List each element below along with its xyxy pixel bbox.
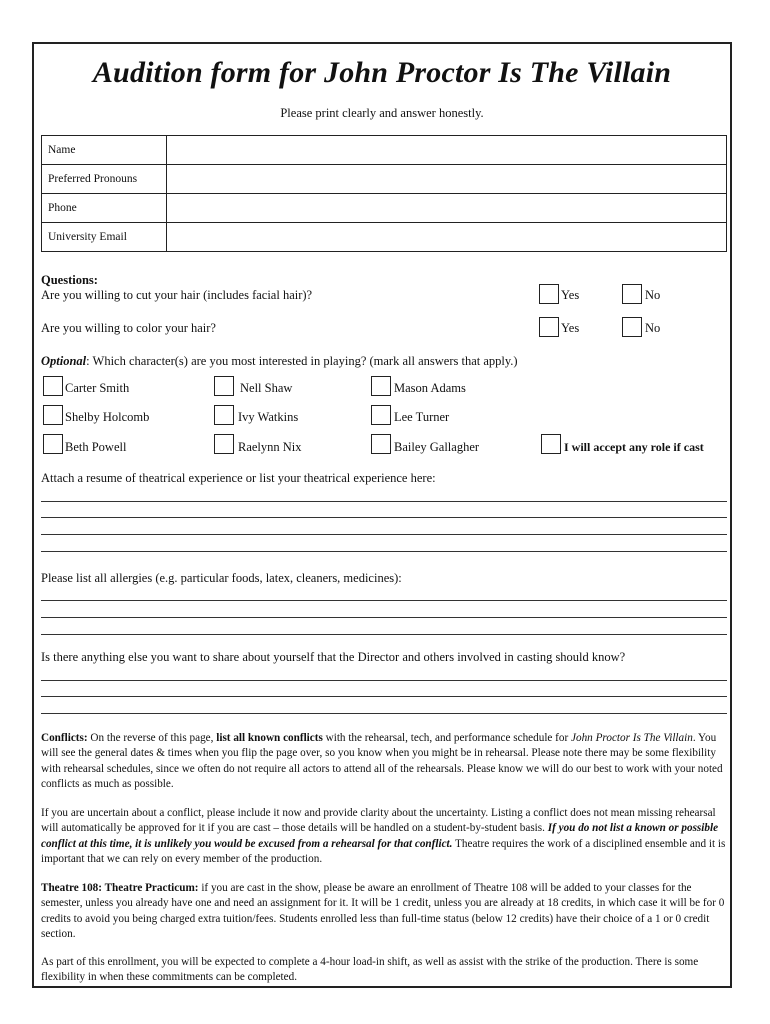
cut-hair-no-label: No	[645, 288, 661, 302]
email-field[interactable]	[167, 223, 727, 252]
character-checkbox-beth[interactable]	[43, 434, 63, 454]
cut-hair-yes-checkbox[interactable]	[539, 284, 559, 304]
color-hair-yes-label: Yes	[561, 321, 580, 335]
color-hair-no-checkbox[interactable]	[622, 317, 642, 337]
share-prompt: Is there anything else you want to share about yourself that the Director and others involved in casting should know?	[41, 650, 626, 664]
character-label: Beth Powell	[65, 440, 127, 454]
optional-text: : Which character(s) are you most interested in playing? (mark all answers that apply.)	[86, 354, 518, 368]
character-checkbox-mason[interactable]	[371, 376, 391, 396]
table-row	[42, 165, 727, 194]
character-checkbox-raelynn[interactable]	[214, 434, 234, 454]
any-role-checkbox[interactable]	[541, 434, 561, 454]
character-label: Raelynn Nix	[238, 440, 302, 454]
color-hair-no-label: No	[645, 321, 661, 335]
character-checkbox-carter[interactable]	[43, 376, 63, 396]
question-cut-hair: Are you willing to cut your hair (includes facial hair)?	[41, 288, 313, 302]
character-label: Bailey Gallagher	[394, 440, 480, 454]
character-label: Nell Shaw	[240, 381, 293, 395]
form-title: Audition form for John Proctor Is The Villain	[92, 56, 672, 89]
color-hair-yes-checkbox[interactable]	[539, 317, 559, 337]
resume-line[interactable]	[41, 534, 727, 535]
show-title: John Proctor Is The Villain	[571, 732, 693, 744]
practicum-label: Theatre 108: Theatre Practicum:	[41, 882, 199, 894]
character-checkbox-bailey[interactable]	[371, 434, 391, 454]
character-checkbox-lee[interactable]	[371, 405, 391, 425]
uncertain-text: If you are uncertain about a conflict, please include it now and provide clarity about the uncertainty. Listing a conflict does not mean missing rehearsal will automatically be approved for it if you are cast – those details will be handled on a student-by-student basis.	[41, 807, 716, 835]
character-label: Ivy Watkins	[238, 410, 299, 424]
resume-line[interactable]	[41, 551, 727, 552]
conflicts-text: with the rehearsal, tech, and performance schedule for	[322, 732, 572, 744]
uncertain-text: Theatre requires the work of a disciplined ensemble and it is important that we can rely on every member of the production.	[41, 837, 726, 866]
info-table	[41, 135, 727, 252]
table-row	[42, 194, 727, 223]
cut-hair-no-checkbox[interactable]	[622, 284, 642, 304]
name-field[interactable]	[167, 136, 727, 165]
resume-line[interactable]	[41, 501, 727, 502]
character-checkbox-ivy[interactable]	[214, 405, 234, 425]
resume-prompt: Attach a resume of theatrical experience or list your theatrical experience here:	[41, 471, 436, 485]
uncertain-paragraph	[41, 806, 729, 868]
uncertain-emphasis: If you do not list a known or possible conflict at this time, it is unlikely you would be excused from a rehearsal for that conflict.	[41, 822, 719, 850]
form-subtitle: Please print clearly and answer honestly.	[280, 106, 484, 120]
question-color-hair: Are you willing to color your hair?	[41, 321, 216, 335]
character-label: Carter Smith	[65, 381, 130, 395]
practicum-text: if you are cast in the show, please be aware an enrollment of Theatre 108 will be added to your classes for the semester, unless you already have one and need an assignment for it. It will be 1 credit, unless you are already at 18 credits, in which case it will be for 0 credits to avoid you being charged extra tuition/fees. Students enrolled less than full-time status (below 12 credits) have their choice of a 1 or 0 credit section.	[41, 882, 725, 941]
questions-heading: Questions:	[41, 273, 98, 287]
allergies-line[interactable]	[41, 634, 727, 635]
conflicts-text: . You will see the general dates & times when you flip the page over, so you know when you might be in rehearsal. Please note there may be some flexibility with rehearsal schedules, since we often do not require all actors to attend all of the rehearsals. Please know we will do our best to work with your noted conflicts as much as possible.	[41, 732, 723, 791]
allergies-line[interactable]	[41, 617, 727, 618]
character-label: Shelby Holcomb	[65, 410, 150, 424]
character-checkbox-nell[interactable]	[214, 376, 234, 396]
resume-line[interactable]	[41, 517, 727, 518]
conflicts-emphasis: list all known conflicts	[216, 732, 323, 744]
conflicts-paragraph	[41, 731, 729, 793]
cut-hair-yes-label: Yes	[561, 288, 580, 302]
character-checkbox-shelby[interactable]	[43, 405, 63, 425]
table-row	[42, 136, 727, 165]
allergies-prompt: Please list all allergies (e.g. particular foods, latex, cleaners, medicines):	[41, 571, 402, 585]
field-label-pronouns: Preferred Pronouns	[42, 165, 167, 194]
table-row	[42, 223, 727, 252]
pronouns-field[interactable]	[167, 165, 727, 194]
conflicts-text: On the reverse of this page,	[87, 732, 217, 744]
share-line[interactable]	[41, 696, 727, 697]
field-label-email: University Email	[42, 223, 167, 252]
any-role-label: I will accept any role if cast	[564, 440, 704, 454]
form-page	[32, 42, 732, 988]
enrollment-paragraph: As part of this enrollment, you will be expected to complete a 4-hour load-in shift, as well as assist with the strike of the production. There is some flexibility in when these commitments can be completed.	[41, 956, 699, 984]
allergies-line[interactable]	[41, 600, 727, 601]
share-line[interactable]	[41, 713, 727, 714]
phone-field[interactable]	[167, 194, 727, 223]
optional-label: Optional	[41, 354, 87, 368]
field-label-name: Name	[42, 136, 167, 165]
field-label-phone: Phone	[42, 194, 167, 223]
character-label: Mason Adams	[394, 381, 466, 395]
optional-question	[41, 354, 518, 369]
practicum-paragraph	[41, 881, 729, 943]
character-label: Lee Turner	[394, 410, 450, 424]
share-line[interactable]	[41, 680, 727, 681]
conflicts-label: Conflicts:	[41, 732, 88, 744]
